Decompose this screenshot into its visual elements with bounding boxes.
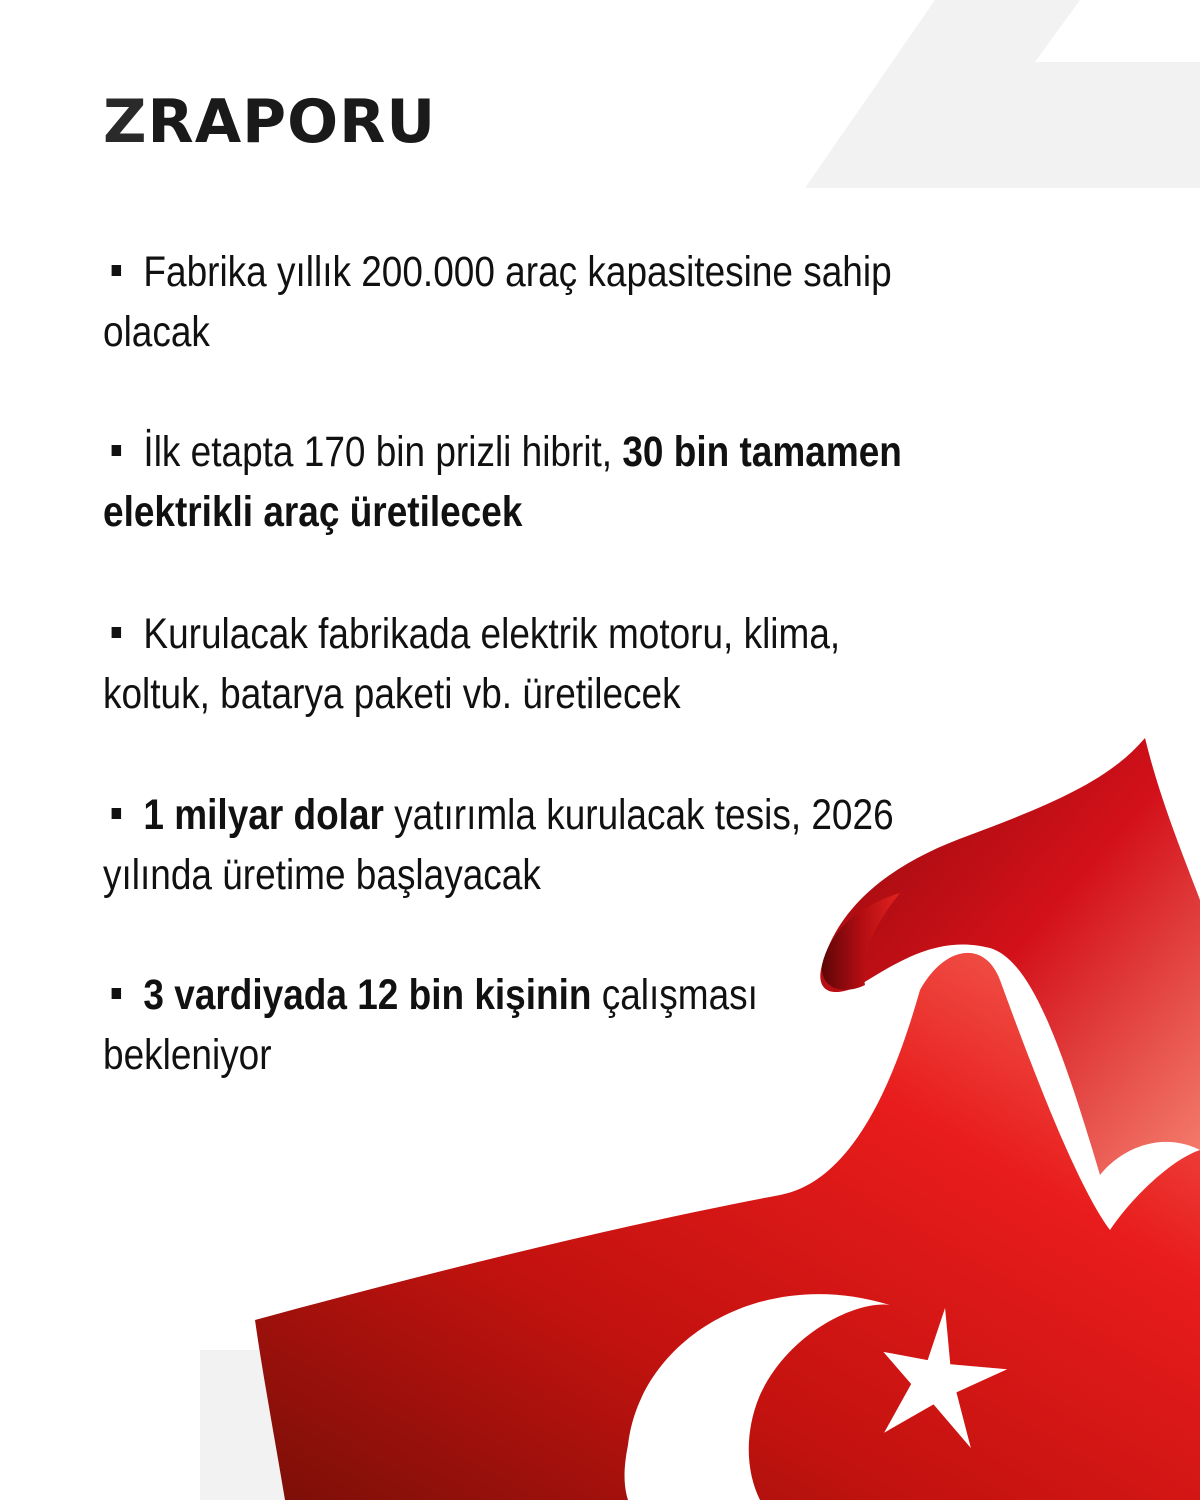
bullet-text: Fabrika yıllık 200.000 araç kapasitesine sahip olacak xyxy=(103,248,892,356)
logo-text: RAPORU xyxy=(147,87,437,157)
bullet-text: İlk etapta 170 bin prizli hibrit, xyxy=(143,428,623,476)
logo-z: Z xyxy=(103,87,148,157)
bullet-item xyxy=(103,785,920,905)
bullet-text: yatırımla kurulacak tesis, 2026 yılında üretime başlayacak xyxy=(103,791,894,899)
bullet-item xyxy=(103,604,920,724)
bullet-square-icon xyxy=(112,627,121,638)
bullet-text: Kurulacak fabrikada elektrik motoru, klima, koltuk, batarya paketi vb. üretilecek xyxy=(103,610,841,718)
bullet-bold-text: 1 milyar dolar xyxy=(143,791,384,839)
bullet-text: çalışması bekleniyor xyxy=(103,971,758,1079)
bullet-square-icon xyxy=(112,988,121,999)
bullet-bold-text: 30 bin tamamen elektrikli araç üretilecek xyxy=(103,428,902,536)
bullet-bold-text: 3 vardiyada 12 bin kişinin xyxy=(143,971,592,1019)
bullet-square-icon xyxy=(112,445,121,456)
bullet-item xyxy=(103,422,920,542)
bullet-item xyxy=(103,242,920,362)
bullet-square-icon xyxy=(112,808,121,819)
bullet-item xyxy=(103,965,920,1085)
bullet-square-icon xyxy=(112,265,121,276)
brand-logo xyxy=(103,87,437,157)
